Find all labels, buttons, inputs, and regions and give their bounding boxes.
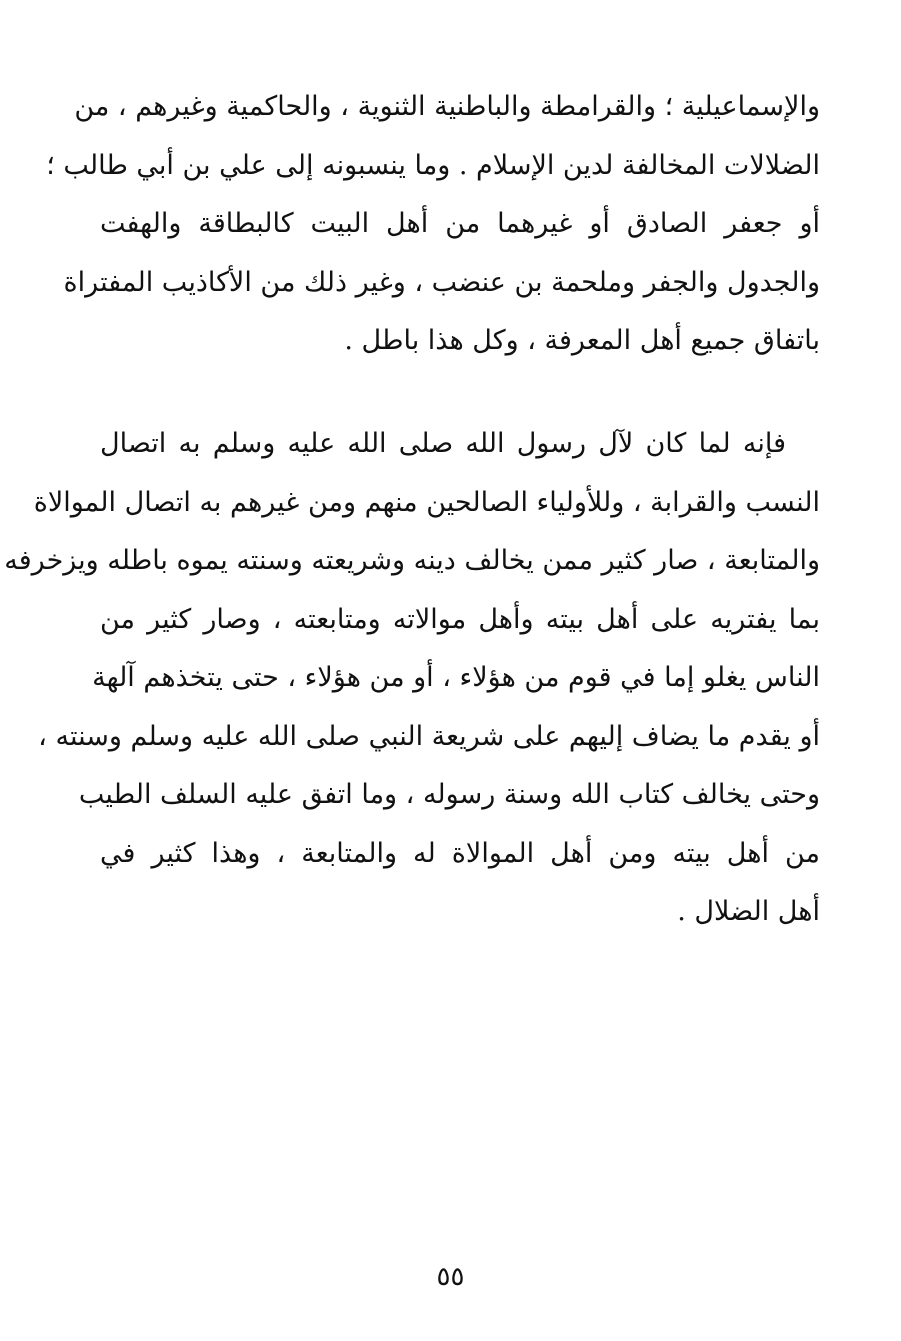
text-line: بما يفتريه على أهل بيته وأهل موالاته ومتابعته ، وصار كثير من xyxy=(100,603,820,635)
text-line: الناس يغلو إما في قوم من هؤلاء ، أو من هؤلاء ، حتى يتخذهم آلهة xyxy=(92,662,820,693)
text-line: أو يقدم ما يضاف إليهم على شريعة النبي صلى الله عليه وسلم وسنته ، xyxy=(38,720,820,752)
text-line: والجدول والجفر وملحمة بن عنضب ، وغير ذلك من الأكاذيب المفتراة xyxy=(63,266,820,298)
text-line: أهل الضلال . xyxy=(677,896,820,927)
paragraph-2 xyxy=(4,415,820,942)
text-line: والإسماعيلية ؛ والقرامطة والباطنية الثنوية ، والحاكمية وغيرهم ، من xyxy=(74,91,820,122)
text-line: وحتى يخالف كتاب الله وسنة رسوله ، وما اتفق عليه السلف الطيب xyxy=(78,779,820,810)
text-line: الضلالات المخالفة لدين الإسلام . وما ينسبونه إلى علي بن أبي طالب ؛ xyxy=(46,149,820,181)
text-line: أو جعفر الصادق أو غيرهما من أهل البيت كالبطاقة والهفت xyxy=(100,208,820,239)
text-line: فإنه لما كان لآل رسول الله صلى الله عليه وسلم به اتصال xyxy=(100,428,786,459)
text-line: باتفاق جميع أهل المعرفة ، وكل هذا باطل . xyxy=(344,325,820,356)
text-line: من أهل بيته ومن أهل الموالاة له والمتابعة ، وهذا كثير في xyxy=(100,837,820,869)
text-line: والمتابعة ، صار كثير ممن يخالف دينه وشريعته وسنته يموه باطله ويزخرفه xyxy=(4,545,820,576)
text-line: النسب والقرابة ، وللأولياء الصالحين منهم ومن غيرهم به اتصال الموالاة xyxy=(33,486,820,518)
page-number: ٥٥ xyxy=(436,1262,465,1292)
paragraph-1 xyxy=(46,78,820,371)
